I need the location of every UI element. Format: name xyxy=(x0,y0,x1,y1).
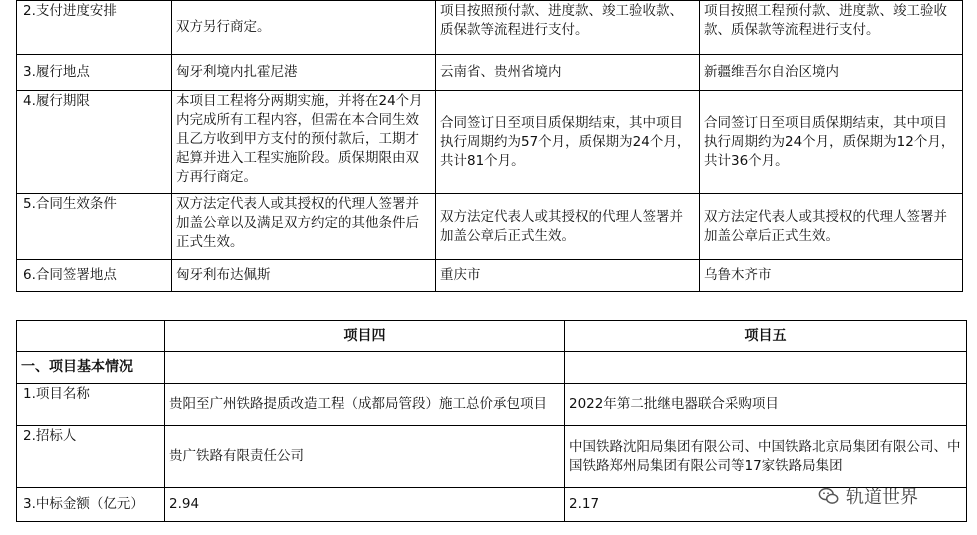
row-label: 2.支付进度安排 xyxy=(17,1,172,55)
row-label: 3.中标金额（亿元） xyxy=(17,488,165,522)
row-label: 1.项目名称 xyxy=(17,384,165,426)
contract-terms-table xyxy=(16,0,963,292)
watermark xyxy=(818,481,968,511)
cell: 匈牙利布达佩斯 xyxy=(172,260,436,292)
header-row xyxy=(17,321,967,352)
table-row xyxy=(17,384,967,426)
cell: 合同签订日至项目质保期结束，其中项目执行周期约为57个月，质保期为24个月，共计81个月。 xyxy=(436,91,700,194)
cell: 匈牙利境内扎霍尼港 xyxy=(172,55,436,91)
cell xyxy=(565,352,967,384)
wechat-icon xyxy=(818,485,840,507)
section-row xyxy=(17,352,967,384)
header-empty-cell xyxy=(17,321,165,352)
section-title: 一、项目基本情况 xyxy=(17,352,165,384)
column-header: 项目四 xyxy=(165,321,565,352)
table-row xyxy=(17,426,967,488)
cell xyxy=(165,352,565,384)
row-label: 4.履行期限 xyxy=(17,91,172,194)
cell: 中国铁路沈阳局集团有限公司、中国铁路北京局集团有限公司、中国铁路郑州局集团有限公司等17家铁路局集团 xyxy=(565,426,967,488)
cell: 云南省、贵州省境内 xyxy=(436,55,700,91)
cell: 双方法定代表人或其授权的代理人签署并加盖公章后正式生效。 xyxy=(700,194,963,260)
row-label: 6.合同签署地点 xyxy=(17,260,172,292)
cell: 贵广铁路有限责任公司 xyxy=(165,426,565,488)
cell: 合同签订日至项目质保期结束，其中项目执行周期约为24个月，质保期为12个月，共计36个月。 xyxy=(700,91,963,194)
cell: 乌鲁木齐市 xyxy=(700,260,963,292)
row-label: 2.招标人 xyxy=(17,426,165,488)
cell: 项目按照预付款、进度款、竣工验收款、质保款等流程进行支付。 xyxy=(436,1,700,55)
table-row xyxy=(17,91,963,194)
row-label: 3.履行地点 xyxy=(17,55,172,91)
cell: 项目按照工程预付款、进度款、竣工验收款、质保款等流程进行支付。 xyxy=(700,1,963,55)
cell: 双方法定代表人或其授权的代理人签署并加盖公章以及满足双方约定的其他条件后正式生效。 xyxy=(172,194,436,260)
cell: 重庆市 xyxy=(436,260,700,292)
table-row xyxy=(17,260,963,292)
watermark-text: 轨道世界 xyxy=(846,487,918,508)
cell: 新疆维吾尔自治区境内 xyxy=(700,55,963,91)
table-row xyxy=(17,194,963,260)
row-label: 5.合同生效条件 xyxy=(17,194,172,260)
cell: 双方另行商定。 xyxy=(172,1,436,55)
cell: 双方法定代表人或其授权的代理人签署并加盖公章后正式生效。 xyxy=(436,194,700,260)
cell: 本项目工程将分两期实施，并将在24个月内完成所有工程内容，但需在本合同生效且乙方收到甲方支付的预付款后，工期才起算并进入工程实施阶段。质保期限由双方再行商定。 xyxy=(172,91,436,194)
table-row xyxy=(17,55,963,91)
table-row xyxy=(17,1,963,55)
cell: 贵阳至广州铁路提质改造工程（成都局管段）施工总价承包项目 xyxy=(165,384,565,426)
cell: 2.17 xyxy=(565,488,967,522)
cell: 2022年第二批继电器联合采购项目 xyxy=(565,384,967,426)
cell: 2.94 xyxy=(165,488,565,522)
column-header: 项目五 xyxy=(565,321,967,352)
